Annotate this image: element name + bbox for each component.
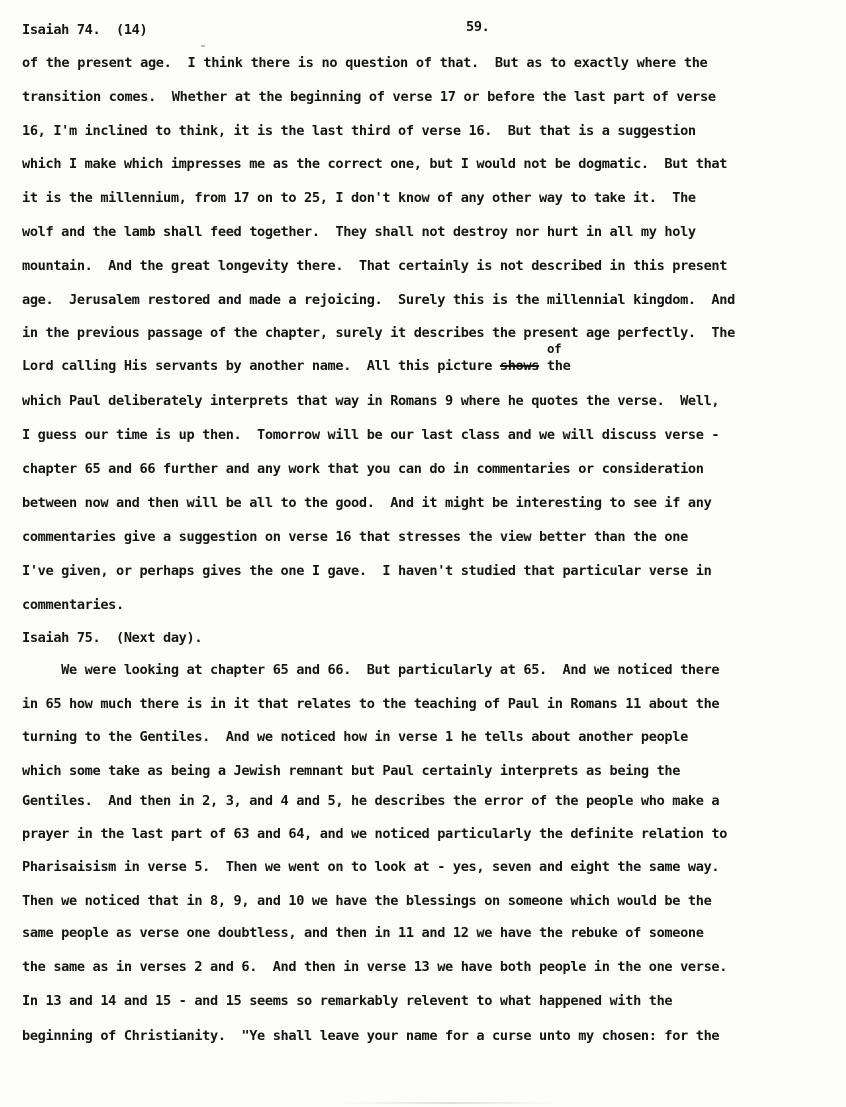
text-line: which Paul deliberately interprets that way in Romans 9 where he quotes the verse. Well,: [22, 393, 720, 409]
text-line: In 13 and 14 and 15 - and 15 seems so remarkably relevent to what happened with the: [22, 993, 673, 1009]
text-line: same people as verse one doubtless, and then in 11 and 12 we have the rebuke of someone: [22, 925, 704, 941]
text-line: in 65 how much there is in it that relates to the teaching of Paul in Romans 11 about the: [22, 696, 720, 712]
text-line: Then we noticed that in 8, 9, and 10 we have the blessings on someone which would be the: [22, 893, 712, 909]
text-line: I've given, or perhaps gives the one I gave. I haven't studied that particular verse in: [22, 563, 712, 579]
text-line: We were looking at chapter 65 and 66. But particularly at 65. And we noticed there: [22, 662, 720, 678]
text-line: I guess our time is up then. Tomorrow will be our last class and we will discuss verse -: [22, 427, 720, 443]
text-line: commentaries give a suggestion on verse 16 that stresses the view better than the one: [22, 529, 688, 545]
text-line: mountain. And the great longevity there. That certainly is not described in this present: [22, 258, 728, 274]
struck-out-word: shows: [499, 358, 540, 374]
typewriter-speck: ¨: [200, 45, 207, 56]
text-line: of the present age. I think there is no question of that. But as to exactly where the: [22, 55, 708, 71]
line-tail: the: [539, 358, 571, 374]
text-line: wolf and the lamb shall feed together. They shall not destroy nor hurt in all my holy: [22, 224, 696, 240]
text-line: which I make which impresses me as the correct one, but I would not be dogmatic. But that: [22, 156, 728, 172]
text-line: the same as in verses 2 and 6. And then in verse 13 we have both people in the one verse.: [22, 959, 728, 975]
text-line: beginning of Christianity. "Ye shall leave your name for a curse unto my chosen: for the: [22, 1028, 720, 1044]
text-line: 16, I'm inclined to think, it is the last third of verse 16. But that is a suggestion: [22, 123, 696, 139]
text-line: between now and then will be all to the good. And it might be interesting to see if any: [22, 495, 712, 511]
text-line: age. Jerusalem restored and made a rejoicing. Surely this is the millennial kingdom. And: [22, 292, 735, 308]
text-line: Pharisaisism in verse 5. Then we went on to look at - yes, seven and eight the same way.: [22, 859, 720, 875]
running-header: Isaiah 74. (14): [22, 22, 148, 38]
section-heading: Isaiah 75. (Next day).: [22, 630, 203, 646]
text-line: commentaries.: [22, 597, 124, 613]
text-line: Gentiles. And then in 2, 3, and 4 and 5, he describes the error of the people who make a: [22, 793, 720, 809]
text-line: in the previous passage of the chapter, surely it describes the present age perfectly. The: [22, 325, 735, 341]
text-line: prayer in the last part of 63 and 64, and we noticed particularly the definite relation to: [22, 826, 728, 842]
page-number: 59.: [466, 19, 490, 35]
text-line: turning to the Gentiles. And we noticed how in verse 1 he tells about another people: [22, 729, 688, 745]
text-line: transition comes. Whether at the beginning of verse 17 or before the last part of verse: [22, 89, 716, 105]
text-line: it is the millennium, from 17 on to 25, I don't know of any other way to take it. The: [22, 190, 696, 206]
text-line-with-correction: [22, 358, 570, 374]
text-line: which some take as being a Jewish remnant but Paul certainly interprets as being the: [22, 763, 681, 779]
interlinear-insertion: of: [547, 341, 562, 356]
text-line: chapter 65 and 66 further and any work that you can do in commentaries or consideration: [22, 461, 704, 477]
scan-smudge: [340, 1102, 560, 1104]
line-text: Lord calling His servants by another name. All this picture: [22, 358, 500, 374]
